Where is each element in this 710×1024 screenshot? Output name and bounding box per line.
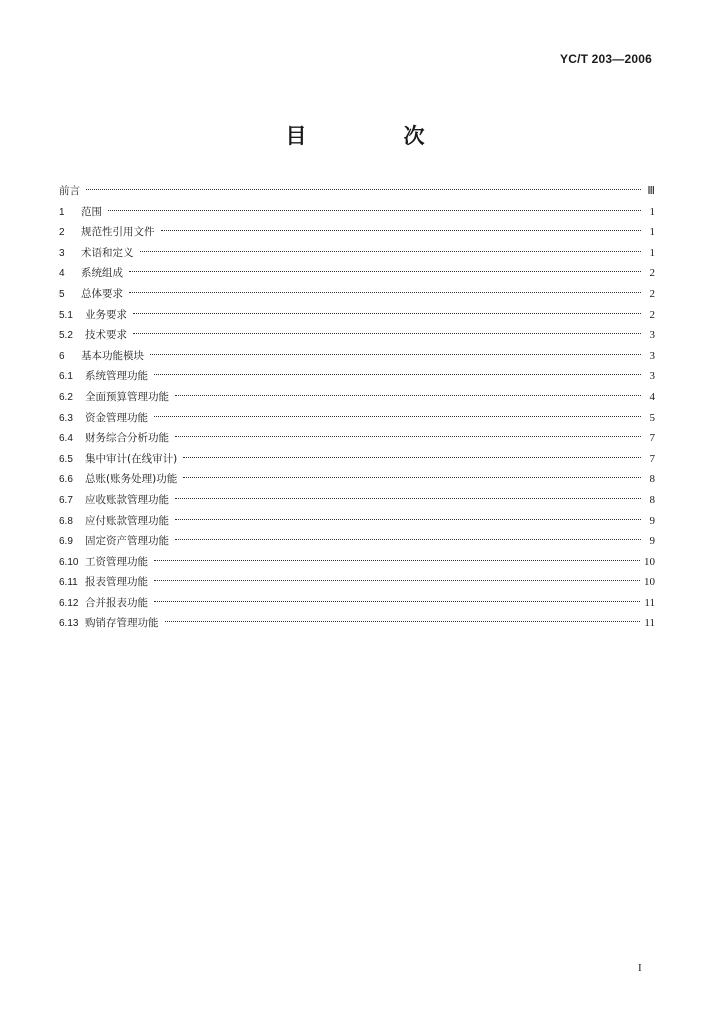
toc-entry[interactable] — [59, 222, 655, 243]
toc-entry-page: 3 — [649, 349, 655, 362]
toc-entry[interactable] — [59, 572, 655, 593]
toc-entry[interactable] — [59, 284, 655, 305]
toc-entry-page: 10 — [644, 555, 655, 568]
toc-entry[interactable] — [59, 490, 655, 511]
toc-entry[interactable] — [59, 202, 655, 223]
toc-entry[interactable] — [59, 408, 655, 429]
toc-entry-number: 6 — [59, 350, 65, 362]
toc-entry-page: 10 — [644, 576, 655, 589]
toc-entry-label: 应收账款管理功能 — [85, 493, 169, 506]
toc-entry-page: 3 — [649, 370, 655, 383]
toc-entry[interactable] — [59, 469, 655, 490]
toc-entry-number: 6.3 — [59, 412, 73, 424]
toc-entry-number: 1 — [59, 206, 65, 218]
toc-entry[interactable] — [59, 531, 655, 552]
toc-entry-number: 4 — [59, 268, 65, 280]
toc-entry-label: 总账(账务处理)功能 — [85, 473, 178, 486]
toc-entry[interactable] — [59, 325, 655, 346]
toc-entry[interactable] — [59, 511, 655, 532]
toc-entry-label: 固定资产管理功能 — [85, 535, 169, 548]
toc-entry-label: 购销存管理功能 — [85, 617, 159, 630]
toc-entry-page: 1 — [649, 246, 655, 259]
toc-leader-dots — [175, 519, 641, 520]
toc-entry[interactable] — [59, 181, 655, 202]
table-of-contents — [59, 181, 655, 634]
toc-entry-number: 5 — [59, 288, 65, 300]
toc-leader-dots — [175, 498, 641, 499]
toc-entry-page: 11 — [644, 596, 655, 609]
toc-entry-page: 7 — [649, 452, 655, 465]
toc-leader-dots — [175, 539, 641, 540]
toc-entry-label: 集中审计(在线审计) — [85, 452, 178, 465]
toc-entry-number: 5.2 — [59, 330, 73, 342]
toc-leader-dots — [154, 601, 640, 602]
standard-code: YC/T 203—2006 — [560, 52, 652, 66]
toc-entry-page: 11 — [644, 617, 655, 630]
toc-leader-dots — [154, 560, 640, 561]
toc-entry-page: 7 — [649, 432, 655, 445]
toc-leader-dots — [154, 416, 641, 417]
toc-entry-label: 基本功能模块 — [81, 349, 144, 362]
toc-entry-label: 全面预算管理功能 — [85, 390, 169, 403]
footer-page-number: I — [638, 962, 642, 974]
toc-entry-label: 合并报表功能 — [85, 596, 148, 609]
toc-entry[interactable] — [59, 243, 655, 264]
toc-entry[interactable] — [59, 366, 655, 387]
toc-leader-dots — [183, 477, 641, 478]
toc-entry-page: 9 — [649, 514, 655, 527]
toc-entry-number: 5.1 — [59, 309, 73, 321]
toc-leader-dots — [133, 333, 641, 334]
toc-entry-number: 6.7 — [59, 494, 73, 506]
toc-leader-dots — [154, 580, 640, 581]
toc-entry-page: 8 — [649, 473, 655, 486]
toc-leader-dots — [150, 354, 641, 355]
toc-entry-number: 6.10 — [59, 556, 79, 568]
toc-entry[interactable] — [59, 387, 655, 408]
toc-entry-number: 6.5 — [59, 453, 73, 465]
toc-entry-label: 范围 — [81, 205, 102, 218]
toc-leader-dots — [140, 251, 642, 252]
toc-entry-label: 应付账款管理功能 — [85, 514, 169, 527]
toc-leader-dots — [154, 374, 641, 375]
toc-entry-page: 5 — [649, 411, 655, 424]
toc-entry-label: 前言 — [59, 185, 80, 197]
toc-entry[interactable] — [59, 552, 655, 573]
toc-entry-number: 6.12 — [59, 597, 79, 609]
toc-entry-number: 6.11 — [59, 577, 78, 589]
toc-leader-dots — [129, 292, 641, 293]
toc-entry-number: 6.6 — [59, 474, 73, 486]
toc-entry-label: 总体要求 — [81, 287, 123, 300]
toc-leader-dots — [86, 189, 641, 190]
toc-entry-page: 9 — [649, 535, 655, 548]
toc-entry-number: 6.13 — [59, 618, 79, 630]
toc-entry-page: Ⅲ — [647, 185, 655, 197]
toc-entry-number: 6.8 — [59, 515, 73, 527]
toc-entry[interactable] — [59, 613, 655, 634]
toc-leader-dots — [175, 436, 641, 437]
toc-entry-number: 6.2 — [59, 391, 73, 403]
toc-entry-label: 财务综合分析功能 — [85, 432, 169, 445]
toc-entry-page: 2 — [649, 308, 655, 321]
toc-entry-label: 技术要求 — [85, 329, 127, 342]
toc-entry-label: 资金管理功能 — [85, 411, 148, 424]
toc-entry-page: 3 — [649, 329, 655, 342]
toc-entry-number: 6.1 — [59, 371, 73, 383]
toc-entry[interactable] — [59, 346, 655, 367]
toc-entry-number: 6.9 — [59, 536, 73, 548]
toc-leader-dots — [183, 457, 641, 458]
toc-leader-dots — [108, 210, 641, 211]
toc-entry-label: 术语和定义 — [81, 246, 134, 259]
toc-leader-dots — [129, 271, 641, 272]
toc-entry-page: 4 — [649, 390, 655, 403]
toc-entry-page: 2 — [649, 287, 655, 300]
toc-entry-label: 系统组成 — [81, 267, 123, 280]
toc-entry-label: 系统管理功能 — [85, 370, 148, 383]
toc-entry[interactable] — [59, 428, 655, 449]
toc-entry-number: 6.4 — [59, 433, 73, 445]
toc-entry-page: 1 — [649, 226, 655, 239]
toc-entry-number: 2 — [59, 227, 65, 239]
toc-entry[interactable] — [59, 263, 655, 284]
toc-entry-label: 工资管理功能 — [85, 555, 148, 568]
toc-entry-page: 2 — [649, 267, 655, 280]
toc-leader-dots — [165, 621, 641, 622]
toc-entry-label: 规范性引用文件 — [81, 226, 155, 239]
toc-entry-page: 1 — [649, 205, 655, 218]
page-title: 目 次 — [285, 124, 463, 148]
toc-entry-number: 3 — [59, 247, 65, 259]
toc-entry-label: 报表管理功能 — [85, 576, 148, 589]
toc-leader-dots — [133, 313, 641, 314]
toc-leader-dots — [175, 395, 641, 396]
toc-entry[interactable] — [59, 305, 655, 326]
toc-entry-page: 8 — [649, 493, 655, 506]
toc-entry[interactable] — [59, 593, 655, 614]
toc-leader-dots — [161, 230, 642, 231]
toc-entry-label: 业务要求 — [85, 308, 127, 321]
toc-entry[interactable] — [59, 449, 655, 470]
